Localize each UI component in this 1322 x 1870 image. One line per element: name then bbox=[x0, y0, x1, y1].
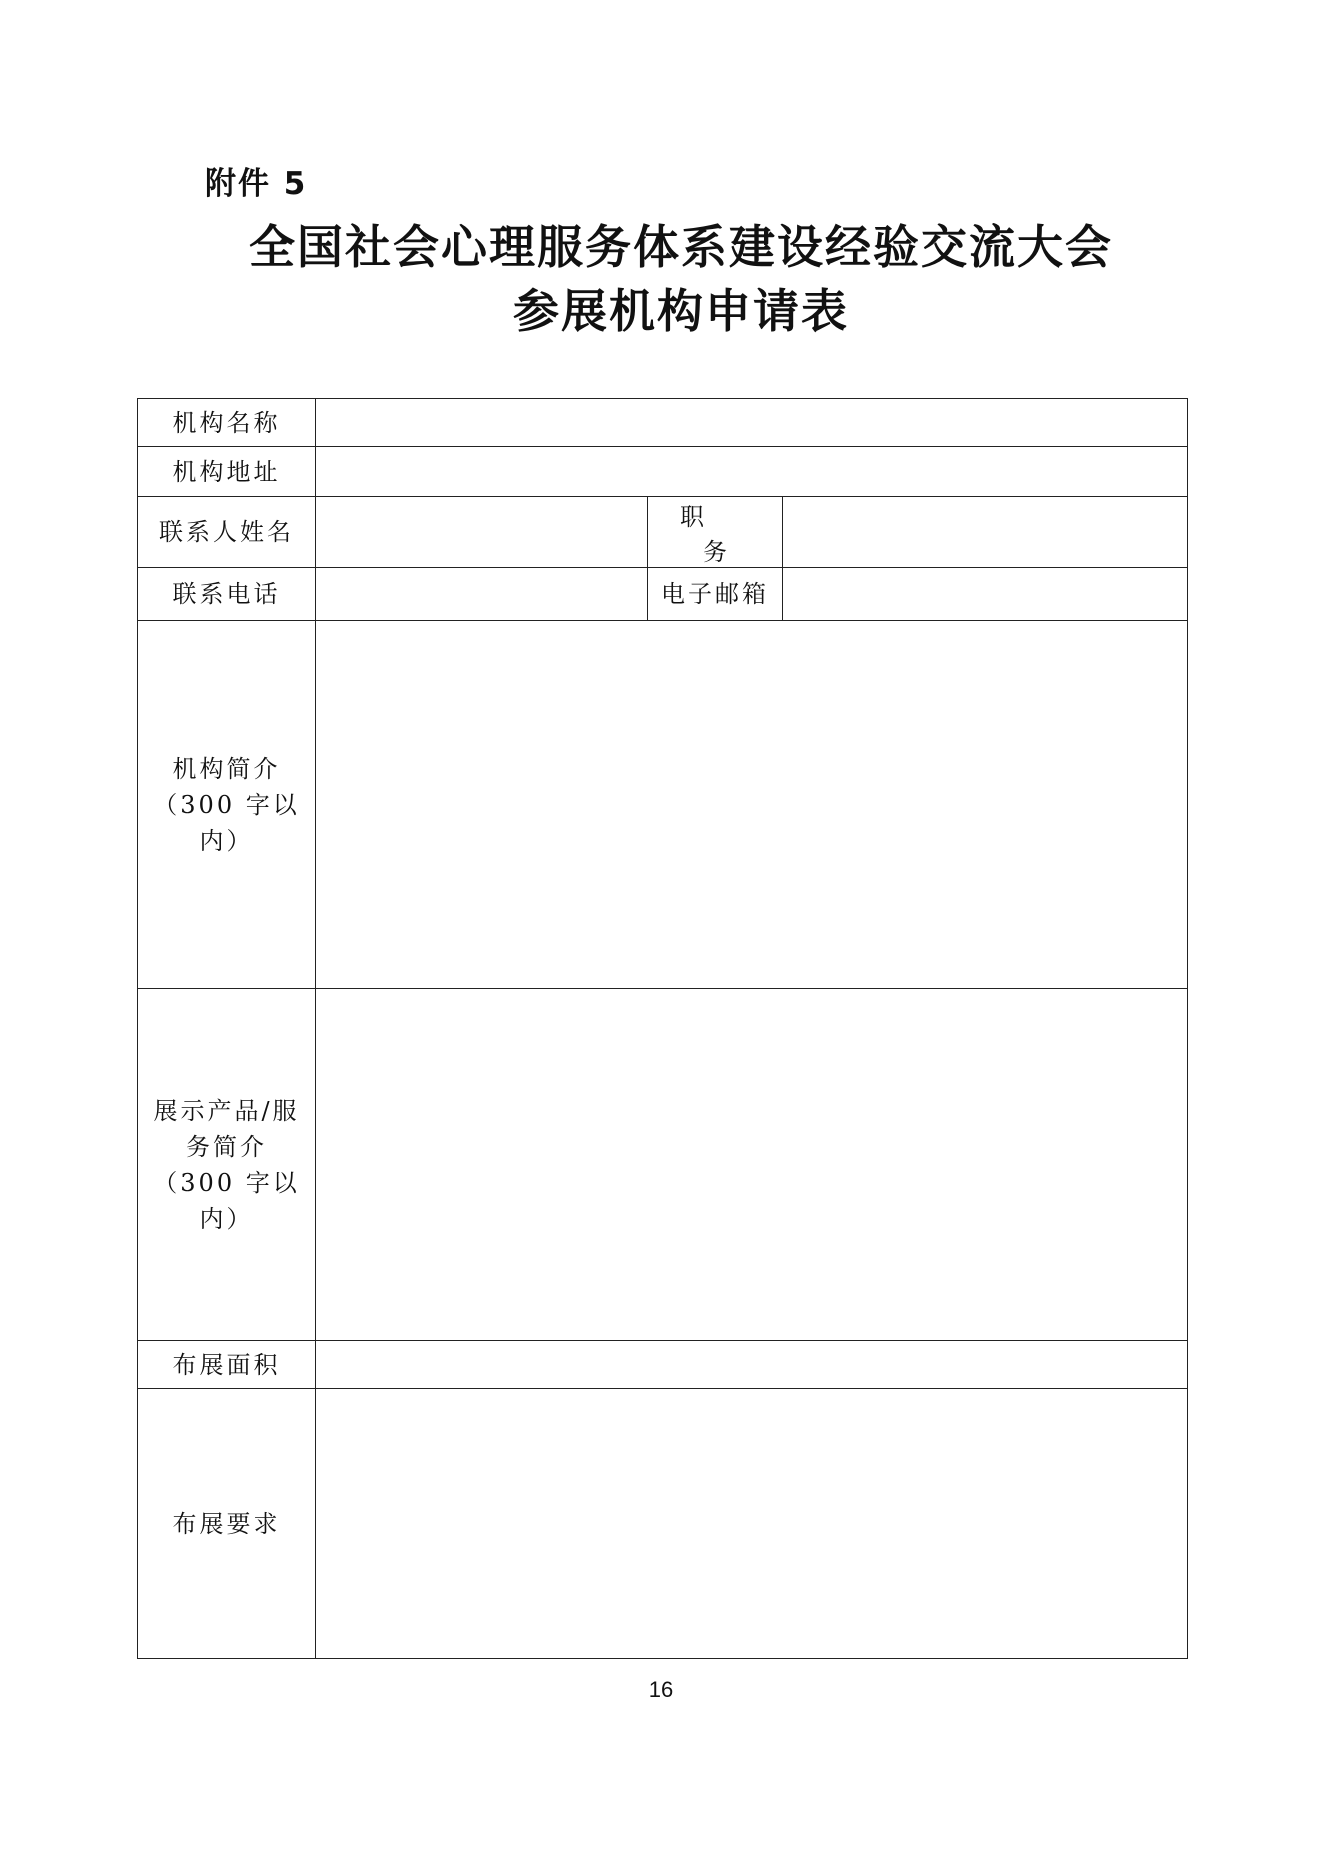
org-name-field[interactable] bbox=[316, 399, 1188, 447]
org-name-label: 机构名称 bbox=[138, 399, 316, 447]
product-intro-label-line-4: 内） bbox=[199, 1204, 254, 1233]
position-label: 职务 bbox=[648, 497, 783, 568]
position-field[interactable] bbox=[783, 497, 1188, 568]
contact-name-field[interactable] bbox=[316, 497, 648, 568]
document-title-line-1: 全国社会心理服务体系建设经验交流大会 bbox=[249, 220, 1113, 274]
product-intro-field[interactable] bbox=[316, 989, 1188, 1341]
booth-requirements-field[interactable] bbox=[316, 1389, 1188, 1659]
org-intro-label bbox=[138, 621, 316, 989]
page-number: 16 bbox=[648, 1677, 674, 1702]
form-row-booth-requirements bbox=[138, 1389, 1188, 1659]
org-address-label: 机构地址 bbox=[138, 447, 316, 497]
product-intro-label-line-2: 务简介 bbox=[186, 1132, 267, 1161]
email-label: 电子邮箱 bbox=[648, 568, 783, 621]
form-row-phone-email bbox=[138, 568, 1188, 621]
form-row-booth-area bbox=[138, 1341, 1188, 1389]
phone-field[interactable] bbox=[316, 568, 648, 621]
product-intro-label-line-1: 展示产品/服 bbox=[153, 1096, 300, 1125]
org-intro-label-line-3: 内） bbox=[199, 826, 254, 855]
phone-label: 联系电话 bbox=[138, 568, 316, 621]
email-field[interactable] bbox=[783, 568, 1188, 621]
document-title-line-2: 参展机构申请表 bbox=[513, 284, 849, 338]
form-row-org-address bbox=[138, 447, 1188, 497]
form-row-contact bbox=[138, 497, 1188, 568]
contact-name-label: 联系人姓名 bbox=[138, 497, 316, 568]
form-row-product-intro bbox=[138, 989, 1188, 1341]
org-intro-label-line-1: 机构简介 bbox=[172, 754, 281, 783]
booth-area-field[interactable] bbox=[316, 1341, 1188, 1389]
form-row-org-name bbox=[138, 399, 1188, 447]
product-intro-label bbox=[138, 989, 316, 1341]
org-address-field[interactable] bbox=[316, 447, 1188, 497]
form-row-org-intro bbox=[138, 621, 1188, 989]
booth-area-label: 布展面积 bbox=[138, 1341, 316, 1389]
application-form-table bbox=[137, 398, 1188, 1659]
booth-requirements-label: 布展要求 bbox=[138, 1389, 316, 1659]
org-intro-field[interactable] bbox=[316, 621, 1188, 989]
attachment-label: 附件 5 bbox=[205, 166, 308, 202]
product-intro-label-line-3: （300 字以 bbox=[153, 1168, 300, 1197]
org-intro-label-line-2: （300 字以 bbox=[153, 790, 300, 819]
